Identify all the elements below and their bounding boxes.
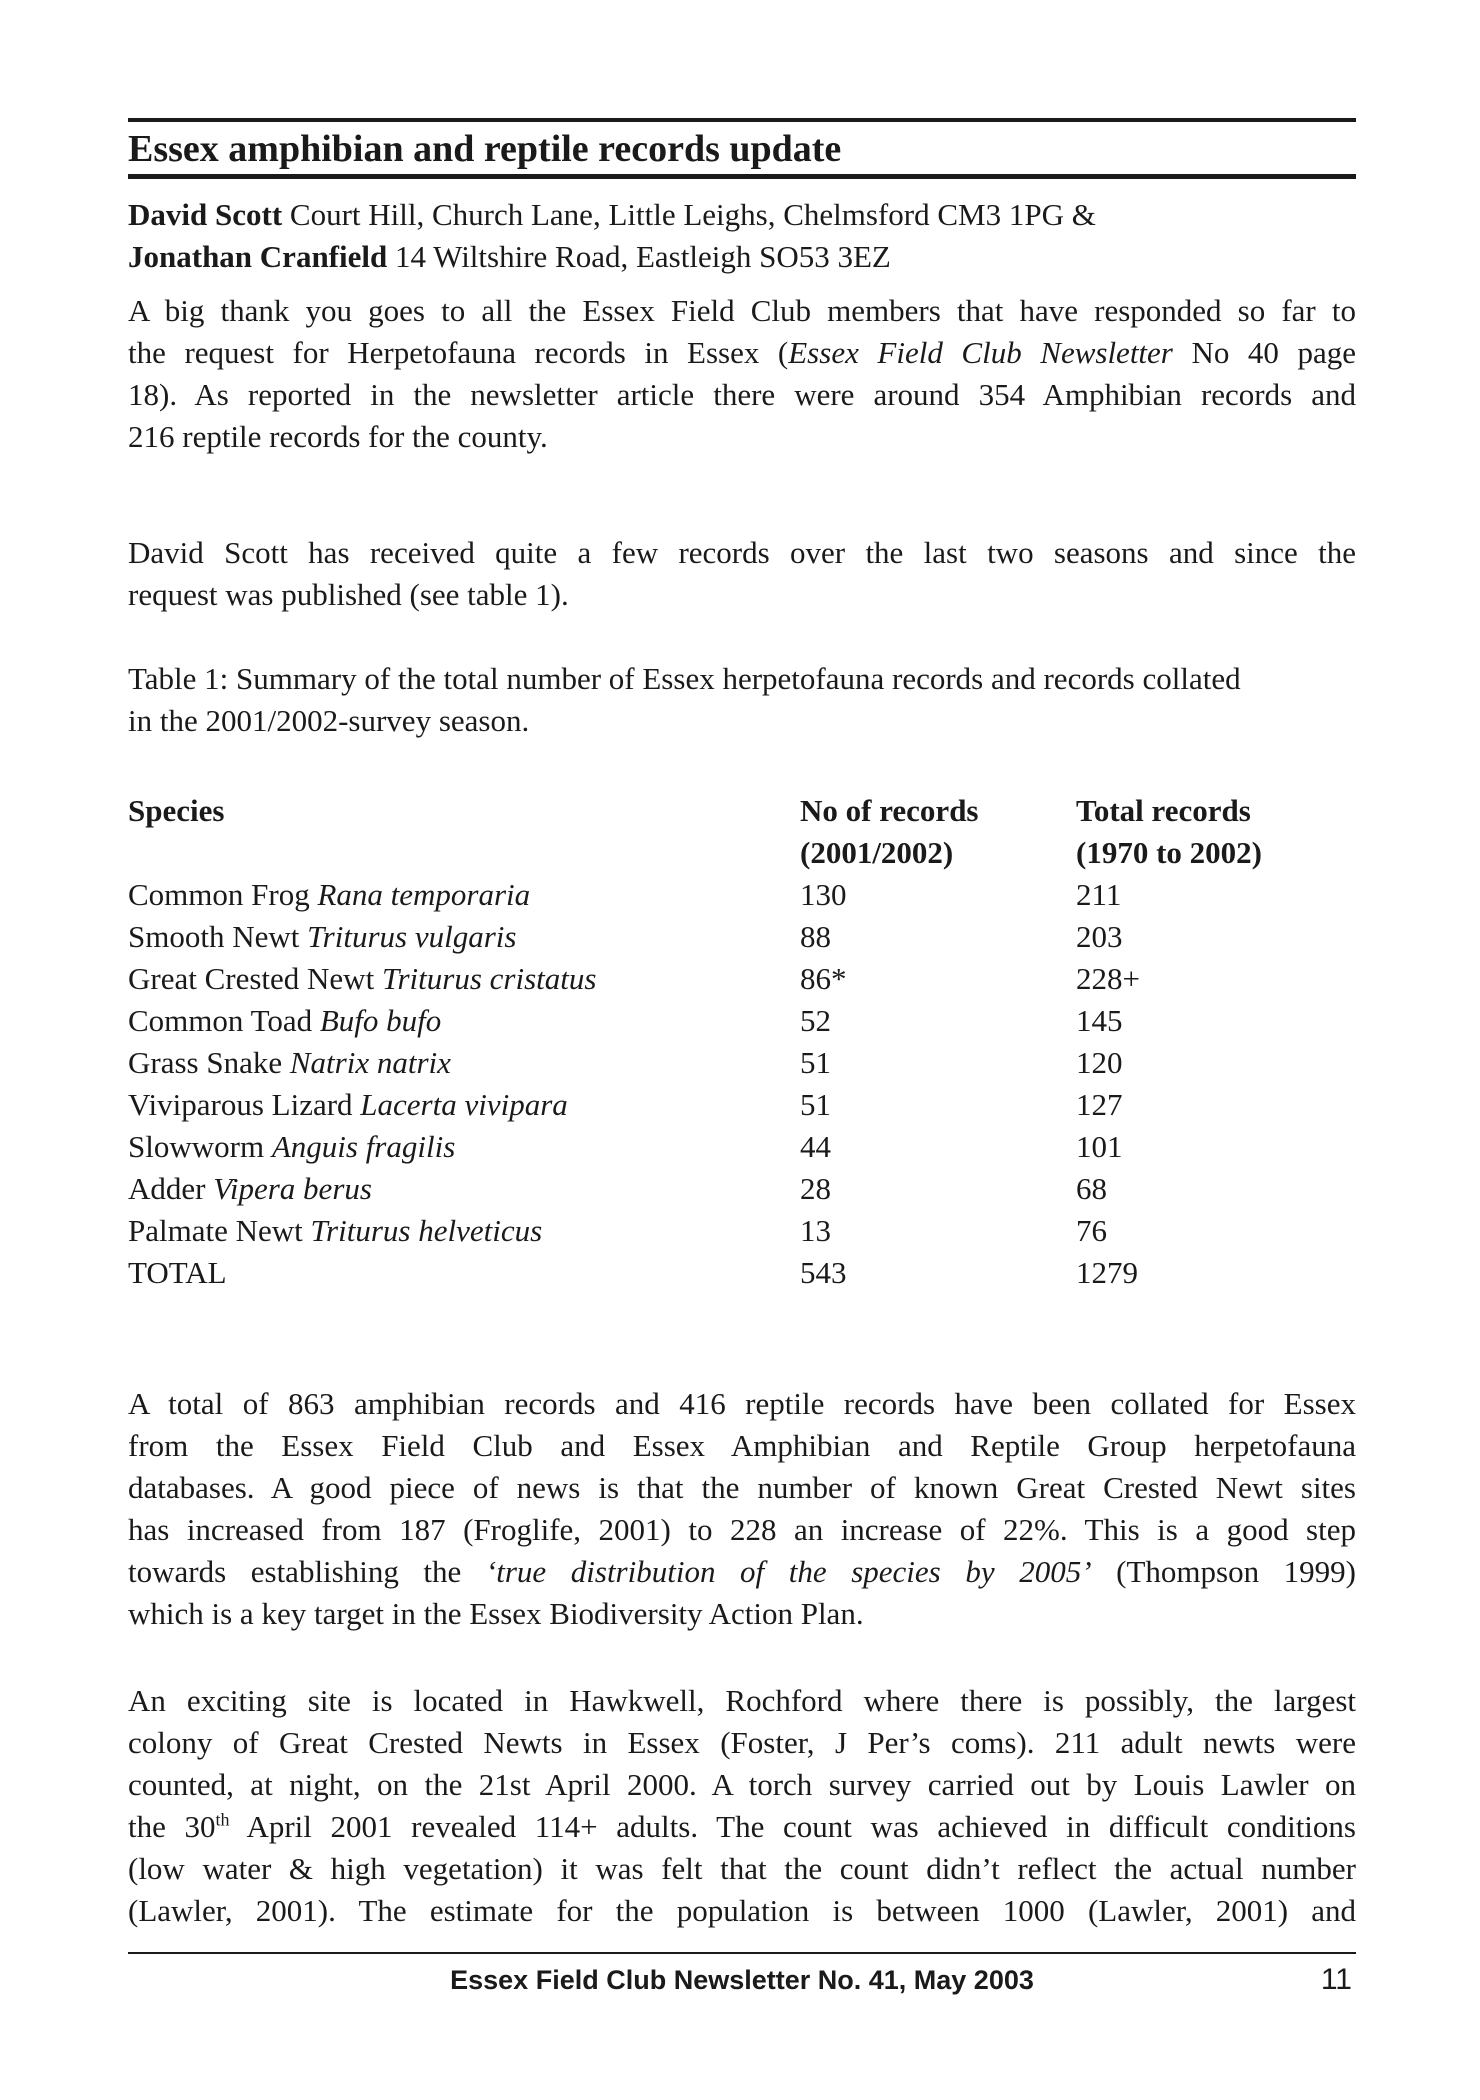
species-latin: Triturus vulgaris xyxy=(307,919,517,954)
species-latin: Natrix natrix xyxy=(289,1045,451,1080)
recent-count: 51 xyxy=(800,1087,831,1122)
species-latin: Lacerta vivipara xyxy=(360,1087,568,1122)
top-rule xyxy=(128,118,1356,122)
species-common: Palmate Newt xyxy=(128,1213,311,1248)
table-total-row xyxy=(128,1252,1356,1294)
species-latin: Vipera berus xyxy=(213,1171,372,1206)
species-common: Adder xyxy=(128,1171,214,1206)
total-count: 76 xyxy=(1076,1213,1107,1248)
text-line: 18). As reported in the newsletter article there were around 354 Amphibian records and xyxy=(128,377,1356,412)
table-header-row xyxy=(128,790,1356,832)
species-common: Grass Snake xyxy=(128,1045,290,1080)
author-address: Court Hill, Church Lane, Little Leighs, Chelmsford CM3 1PG & xyxy=(282,197,1096,232)
table-row xyxy=(128,1042,1356,1084)
table-row xyxy=(128,916,1356,958)
grand-total: 1279 xyxy=(1076,1255,1138,1290)
paragraph-received xyxy=(128,532,1356,616)
text-line: in the 2001/2002-survey season. xyxy=(128,703,530,738)
paragraph-hawkwell xyxy=(128,1680,1356,1932)
recent-count: 28 xyxy=(800,1171,831,1206)
footer-rule xyxy=(128,1952,1356,1954)
text-line: databases. A good piece of news is that the number of known Great Crested Newt sites xyxy=(128,1470,1356,1505)
author-block xyxy=(128,194,1356,278)
text-line: An exciting site is located in Hawkwell, Rochford where there is possibly, the largest xyxy=(128,1683,1356,1718)
species-common: Slowworm xyxy=(128,1129,272,1164)
text-line: Table 1: Summary of the total number of Essex herpetofauna records and records collated xyxy=(128,661,1241,696)
species-common: Common Toad xyxy=(128,1003,320,1038)
header-total-period: (1970 to 2002) xyxy=(1076,835,1262,870)
recent-count: 130 xyxy=(800,877,847,912)
species-common: Great Crested Newt xyxy=(128,961,382,996)
article-title: Essex amphibian and reptile records update xyxy=(128,128,842,170)
publication-title: Essex Field Club Newsletter xyxy=(788,335,1173,370)
table-caption xyxy=(128,658,1356,742)
recent-count: 44 xyxy=(800,1129,831,1164)
header-recent-records: No of records xyxy=(800,793,979,828)
total-count: 68 xyxy=(1076,1171,1107,1206)
header-total-records: Total records xyxy=(1076,793,1251,828)
recent-count: 13 xyxy=(800,1213,831,1248)
table-row xyxy=(128,1000,1356,1042)
text-line: (Lawler, 2001). The estimate for the population is between 1000 (Lawler, 2001) and xyxy=(128,1893,1356,1928)
text-line: 216 reptile records for the county. xyxy=(128,419,548,454)
text-line: the 30th April 2001 revealed 114+ adults. The count was achieved in difficult conditions xyxy=(128,1809,1356,1844)
text-line: the request for Herpetofauna records in Essex (Essex Field Club Newsletter No 40 page xyxy=(128,335,1357,370)
page-footer xyxy=(128,1962,1356,1998)
total-count: 228+ xyxy=(1076,961,1140,996)
table-row xyxy=(128,1168,1356,1210)
species-latin: Triturus helveticus xyxy=(310,1213,543,1248)
total-count: 203 xyxy=(1076,919,1123,954)
species-common: Viviparous Lizard xyxy=(128,1087,361,1122)
species-latin: Rana temporaria xyxy=(317,877,531,912)
text-line: counted, at night, on the 21st April 2000. A torch survey carried out by Louis Lawler on xyxy=(128,1767,1356,1802)
ordinal-suffix: th xyxy=(215,1809,230,1830)
text-line: colony of Great Crested Newts in Essex (Foster, J Per’s coms). 211 adult newts were xyxy=(128,1725,1356,1760)
author-address: 14 Wiltshire Road, Eastleigh SO53 3EZ xyxy=(387,239,891,274)
header-species: Species xyxy=(128,793,225,828)
recent-count: 52 xyxy=(800,1003,831,1038)
paragraph-intro xyxy=(128,290,1356,458)
author-line-2 xyxy=(128,236,1356,278)
total-count: 120 xyxy=(1076,1045,1123,1080)
species-latin: Triturus cristatus xyxy=(381,961,597,996)
total-label: TOTAL xyxy=(128,1255,227,1290)
title-rule xyxy=(128,174,1356,179)
recent-total: 543 xyxy=(800,1255,847,1290)
text-line: A total of 863 amphibian records and 416 reptile records have been collated for Essex xyxy=(128,1386,1356,1421)
species-latin: Anguis fragilis xyxy=(271,1129,456,1164)
text-line: request was published (see table 1). xyxy=(128,577,569,612)
species-common: Common Frog xyxy=(128,877,318,912)
text-line: David Scott has received quite a few records over the last two seasons and since the xyxy=(128,535,1356,570)
species-latin: Bufo bufo xyxy=(319,1003,442,1038)
total-count: 101 xyxy=(1076,1129,1123,1164)
author-name: Jonathan Cranfield xyxy=(128,239,388,274)
footer-publication: Essex Field Club Newsletter No. 41, May 2003 xyxy=(450,1965,1034,1995)
recent-count: 86* xyxy=(800,961,847,996)
author-name: David Scott xyxy=(128,197,283,232)
table-row xyxy=(128,874,1356,916)
author-line-1 xyxy=(128,194,1356,236)
records-table xyxy=(128,790,1356,1294)
total-count: 211 xyxy=(1076,877,1122,912)
table-header-row xyxy=(128,832,1356,874)
recent-count: 88 xyxy=(800,919,831,954)
text-line: towards establishing the ‘true distribution of the species by 2005’ (Thompson 1999) xyxy=(128,1554,1356,1589)
text-line: A big thank you goes to all the Essex Field Club members that have responded so far to xyxy=(128,293,1356,328)
table-row xyxy=(128,1084,1356,1126)
header-recent-period: (2001/2002) xyxy=(800,835,954,870)
paragraph-totals xyxy=(128,1383,1356,1635)
page-number: 11 xyxy=(1320,1963,1352,1996)
recent-count: 51 xyxy=(800,1045,831,1080)
text-line: (low water & high vegetation) it was felt that the count didn’t reflect the actual number xyxy=(128,1851,1356,1886)
table-row xyxy=(128,1126,1356,1168)
quoted-target: ‘true distribution of the species by 2005’ xyxy=(485,1554,1092,1589)
text-line: which is a key target in the Essex Biodiversity Action Plan. xyxy=(128,1596,864,1631)
total-count: 145 xyxy=(1076,1003,1123,1038)
table-row xyxy=(128,1210,1356,1252)
text-line: from the Essex Field Club and Essex Amphibian and Reptile Group herpetofauna xyxy=(128,1428,1356,1463)
table-row xyxy=(128,958,1356,1000)
species-common: Smooth Newt xyxy=(128,919,308,954)
total-count: 127 xyxy=(1076,1087,1123,1122)
text-line: has increased from 187 (Froglife, 2001) to 228 an increase of 22%. This is a good step xyxy=(128,1512,1356,1547)
